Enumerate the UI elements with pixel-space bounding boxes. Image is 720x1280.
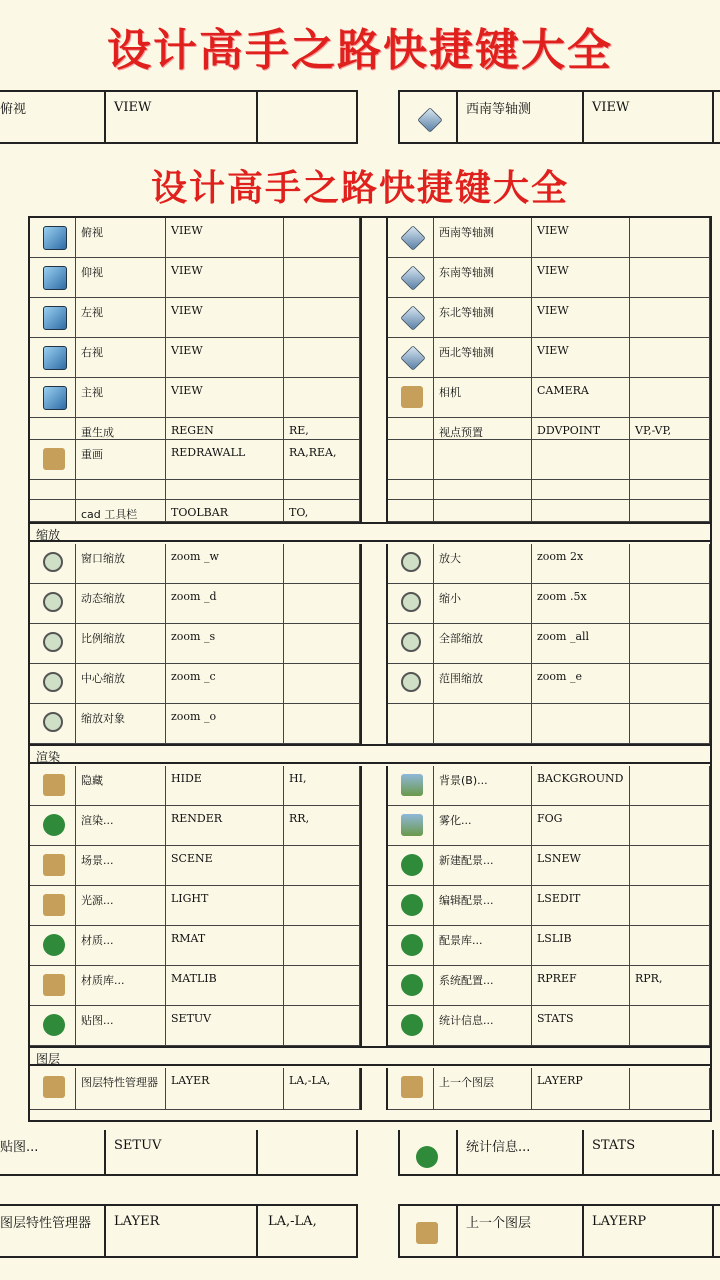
bottom-right-name: 上一个图层 bbox=[466, 1216, 532, 1231]
right-name-cell: 统计信息... bbox=[434, 1006, 532, 1046]
isometric-view-icon bbox=[400, 305, 425, 330]
right-icon-cell bbox=[388, 544, 434, 584]
left-name-cell: 仰视 bbox=[76, 258, 166, 298]
left-alias-cell bbox=[284, 846, 360, 886]
section-header: 缩放 bbox=[30, 522, 710, 542]
right-command-cell: zoom _e bbox=[532, 664, 630, 704]
right-icon-cell bbox=[388, 584, 434, 624]
right-icon-cell bbox=[388, 806, 434, 846]
left-icon-cell bbox=[30, 1006, 76, 1046]
left-alias-cell bbox=[284, 886, 360, 926]
bottom-band-left bbox=[0, 1130, 358, 1176]
right-command-cell: zoom 2x bbox=[532, 544, 630, 584]
left-name-cell: cad 工具栏 bbox=[76, 500, 166, 522]
zoom-magnifier-icon bbox=[401, 592, 421, 612]
bottom-band-right bbox=[398, 1130, 720, 1176]
left-alias-cell bbox=[284, 624, 360, 664]
right-command-cell bbox=[532, 440, 630, 480]
right-icon-cell bbox=[388, 418, 434, 440]
left-icon-cell bbox=[30, 926, 76, 966]
bottom-band-row bbox=[0, 1130, 720, 1186]
left-command-cell: RMAT bbox=[166, 926, 284, 966]
right-name-cell: 编辑配景... bbox=[434, 886, 532, 926]
tool-icon bbox=[43, 894, 65, 916]
page-title: 设计高手之路快捷键大全 bbox=[107, 25, 613, 76]
bottom-left-cmd: LAYER bbox=[114, 1214, 160, 1229]
left-alias-cell: LA,-LA, bbox=[284, 1068, 360, 1110]
tool-icon bbox=[43, 774, 65, 796]
left-alias-cell bbox=[284, 544, 360, 584]
right-icon-cell bbox=[388, 440, 434, 480]
left-command-cell: VIEW bbox=[166, 378, 284, 418]
table-row bbox=[30, 418, 710, 440]
right-icon-cell bbox=[388, 500, 434, 522]
bottom-left-alias: LA,-LA, bbox=[268, 1214, 317, 1229]
right-alias-cell bbox=[630, 480, 710, 500]
isometric-view-icon bbox=[400, 225, 425, 250]
right-command-cell: STATS bbox=[532, 1006, 630, 1046]
left-icon-cell bbox=[30, 966, 76, 1006]
left-name-cell: 材质库... bbox=[76, 966, 166, 1006]
left-name-cell: 比例缩放 bbox=[76, 624, 166, 664]
render-teapot-icon bbox=[43, 1014, 65, 1036]
left-name-cell: 隐藏 bbox=[76, 766, 166, 806]
right-command-cell: LSNEW bbox=[532, 846, 630, 886]
left-icon-cell bbox=[30, 544, 76, 584]
render-teapot-icon bbox=[401, 854, 423, 876]
right-command-cell: VIEW bbox=[532, 298, 630, 338]
right-alias-cell bbox=[630, 440, 710, 480]
cube-view-icon bbox=[43, 306, 67, 330]
right-alias-cell bbox=[630, 806, 710, 846]
left-command-cell: HIDE bbox=[166, 766, 284, 806]
right-name-cell: 东北等轴测 bbox=[434, 298, 532, 338]
table-row bbox=[30, 298, 710, 338]
table-row bbox=[30, 500, 710, 522]
right-name-cell: 上一个图层 bbox=[434, 1068, 532, 1110]
left-name-cell: 场景... bbox=[76, 846, 166, 886]
right-command-cell: LSEDIT bbox=[532, 886, 630, 926]
column-gap bbox=[360, 218, 388, 258]
isometric-view-icon bbox=[400, 345, 425, 370]
table-row bbox=[30, 664, 710, 704]
left-command-cell: zoom _s bbox=[166, 624, 284, 664]
right-command-cell: BACKGROUND bbox=[532, 766, 630, 806]
column-gap bbox=[360, 584, 388, 624]
left-name-cell: 材质... bbox=[76, 926, 166, 966]
left-icon-cell bbox=[30, 1068, 76, 1110]
column-gap bbox=[360, 664, 388, 704]
left-name-cell: 俯视 bbox=[76, 218, 166, 258]
left-alias-cell: RA,REA, bbox=[284, 440, 360, 480]
bottom-band-right bbox=[398, 1204, 720, 1258]
bottom-right-name: 统计信息... bbox=[466, 1140, 531, 1155]
cube-view-icon bbox=[43, 386, 67, 410]
right-command-cell: DDVPOINT bbox=[532, 418, 630, 440]
left-icon-cell bbox=[30, 500, 76, 522]
top-right-name: 西南等轴测 bbox=[466, 102, 532, 117]
left-command-cell: REDRAWALL bbox=[166, 440, 284, 480]
right-icon-cell bbox=[388, 378, 434, 418]
right-name-cell: 背景(B)... bbox=[434, 766, 532, 806]
right-icon-cell bbox=[388, 1006, 434, 1046]
left-command-cell: LIGHT bbox=[166, 886, 284, 926]
table-row bbox=[30, 1068, 710, 1110]
top-left-name: 俯视 bbox=[0, 102, 27, 117]
left-name-cell: 窗口缩放 bbox=[76, 544, 166, 584]
tool-icon bbox=[401, 1076, 423, 1098]
tool-icon bbox=[43, 974, 65, 996]
landscape-picture-icon bbox=[401, 814, 423, 836]
zoom-magnifier-icon bbox=[401, 632, 421, 652]
table-row bbox=[30, 926, 710, 966]
right-name-cell bbox=[434, 480, 532, 500]
left-command-cell: SCENE bbox=[166, 846, 284, 886]
right-alias-cell bbox=[630, 338, 710, 378]
isometric-view-icon bbox=[400, 265, 425, 290]
right-alias-cell: VP,-VP, bbox=[630, 418, 710, 440]
left-alias-cell: TO, bbox=[284, 500, 360, 522]
right-icon-cell bbox=[388, 926, 434, 966]
left-icon-cell bbox=[30, 440, 76, 480]
table-row bbox=[30, 378, 710, 418]
layer-icon bbox=[416, 1222, 438, 1244]
right-icon-cell bbox=[388, 966, 434, 1006]
left-name-cell: 缩放对象 bbox=[76, 704, 166, 744]
landscape-picture-icon bbox=[401, 774, 423, 796]
left-icon-cell bbox=[30, 584, 76, 624]
right-alias-cell bbox=[630, 766, 710, 806]
bottom-left-name: 贴图... bbox=[0, 1140, 39, 1155]
left-alias-cell bbox=[284, 966, 360, 1006]
right-icon-cell bbox=[388, 480, 434, 500]
right-alias-cell bbox=[630, 584, 710, 624]
right-name-cell: 视点预置 bbox=[434, 418, 532, 440]
right-name-cell: 缩小 bbox=[434, 584, 532, 624]
right-name-cell: 相机 bbox=[434, 378, 532, 418]
left-icon-cell bbox=[30, 704, 76, 744]
column-gap bbox=[360, 846, 388, 886]
left-name-cell: 中心缩放 bbox=[76, 664, 166, 704]
top-right-cmd: VIEW bbox=[592, 100, 630, 115]
table-row bbox=[30, 544, 710, 584]
right-icon-cell bbox=[388, 338, 434, 378]
column-gap bbox=[360, 440, 388, 480]
render-teapot-icon bbox=[401, 974, 423, 996]
right-name-cell: 全部缩放 bbox=[434, 624, 532, 664]
bottom-right-cmd: STATS bbox=[592, 1138, 636, 1153]
top-band-right bbox=[398, 90, 720, 144]
right-name-cell: 放大 bbox=[434, 544, 532, 584]
right-command-cell bbox=[532, 704, 630, 744]
tool-icon bbox=[43, 854, 65, 876]
right-icon-cell bbox=[388, 704, 434, 744]
table-row bbox=[30, 258, 710, 298]
table-row bbox=[30, 886, 710, 926]
table-row bbox=[30, 766, 710, 806]
left-command-cell: zoom _w bbox=[166, 544, 284, 584]
zoom-magnifier-icon bbox=[401, 672, 421, 692]
table-row bbox=[30, 624, 710, 664]
left-command-cell: RENDER bbox=[166, 806, 284, 846]
bottom-band-left bbox=[0, 1204, 358, 1258]
render-teapot-icon bbox=[401, 894, 423, 916]
column-gap bbox=[360, 704, 388, 744]
column-gap bbox=[360, 544, 388, 584]
right-icon-cell bbox=[388, 766, 434, 806]
left-icon-cell bbox=[30, 480, 76, 500]
right-icon-cell bbox=[388, 258, 434, 298]
column-gap bbox=[360, 418, 388, 440]
table-row bbox=[30, 846, 710, 886]
left-command-cell: SETUV bbox=[166, 1006, 284, 1046]
left-icon-cell bbox=[30, 298, 76, 338]
zoom-magnifier-icon bbox=[43, 632, 63, 652]
right-name-cell: 东南等轴测 bbox=[434, 258, 532, 298]
right-alias-cell: RPR, bbox=[630, 966, 710, 1006]
right-alias-cell bbox=[630, 500, 710, 522]
left-icon-cell bbox=[30, 806, 76, 846]
zoom-magnifier-icon bbox=[43, 592, 63, 612]
bottom-band-row bbox=[0, 1204, 720, 1260]
right-name-cell: 雾化... bbox=[434, 806, 532, 846]
right-command-cell bbox=[532, 480, 630, 500]
left-name-cell: 渲染... bbox=[76, 806, 166, 846]
left-command-cell: VIEW bbox=[166, 338, 284, 378]
right-alias-cell bbox=[630, 926, 710, 966]
right-name-cell bbox=[434, 500, 532, 522]
top-band-left bbox=[0, 90, 358, 144]
right-icon-cell bbox=[388, 298, 434, 338]
isometric-view-icon bbox=[417, 107, 442, 132]
column-gap bbox=[360, 624, 388, 664]
left-icon-cell bbox=[30, 258, 76, 298]
left-command-cell bbox=[166, 480, 284, 500]
left-icon-cell bbox=[30, 378, 76, 418]
table-row bbox=[30, 584, 710, 624]
left-alias-cell: RR, bbox=[284, 806, 360, 846]
right-command-cell bbox=[532, 500, 630, 522]
render-teapot-icon bbox=[401, 934, 423, 956]
column-gap bbox=[360, 378, 388, 418]
zoom-magnifier-icon bbox=[43, 712, 63, 732]
section-title: 设计高手之路快捷键大全 bbox=[150, 167, 569, 209]
column-gap bbox=[360, 886, 388, 926]
tool-icon bbox=[401, 386, 423, 408]
section-header: 图层 bbox=[30, 1046, 710, 1066]
right-alias-cell bbox=[630, 378, 710, 418]
zoom-magnifier-icon bbox=[43, 552, 63, 572]
right-icon-cell bbox=[388, 846, 434, 886]
column-gap bbox=[360, 766, 388, 806]
left-name-cell bbox=[76, 480, 166, 500]
left-alias-cell bbox=[284, 584, 360, 624]
right-icon-cell bbox=[388, 624, 434, 664]
left-name-cell: 主视 bbox=[76, 378, 166, 418]
right-command-cell: VIEW bbox=[532, 218, 630, 258]
left-name-cell: 左视 bbox=[76, 298, 166, 338]
table-row bbox=[30, 480, 710, 500]
render-teapot-icon bbox=[401, 1014, 423, 1036]
table-row bbox=[30, 966, 710, 1006]
right-icon-cell bbox=[388, 886, 434, 926]
left-name-cell: 图层特性管理器 bbox=[76, 1068, 166, 1110]
column-gap bbox=[360, 338, 388, 378]
left-alias-cell bbox=[284, 338, 360, 378]
right-command-cell: zoom .5x bbox=[532, 584, 630, 624]
table-row bbox=[30, 1006, 710, 1046]
left-command-cell: zoom _d bbox=[166, 584, 284, 624]
right-alias-cell bbox=[630, 664, 710, 704]
bottom-left-name: 图层特性管理器 bbox=[0, 1216, 92, 1231]
left-name-cell: 重生成 bbox=[76, 418, 166, 440]
render-teapot-icon bbox=[43, 814, 65, 836]
left-alias-cell: RE, bbox=[284, 418, 360, 440]
left-icon-cell bbox=[30, 218, 76, 258]
table-row bbox=[30, 440, 710, 480]
table-row bbox=[30, 806, 710, 846]
right-command-cell: RPREF bbox=[532, 966, 630, 1006]
tool-icon bbox=[43, 448, 65, 470]
left-alias-cell bbox=[284, 258, 360, 298]
right-name-cell: 范围缩放 bbox=[434, 664, 532, 704]
bottom-left-cmd: SETUV bbox=[114, 1138, 162, 1153]
right-icon-cell bbox=[388, 664, 434, 704]
section-header: 渲染 bbox=[30, 744, 710, 764]
right-name-cell: 系统配置... bbox=[434, 966, 532, 1006]
zoom-magnifier-icon bbox=[43, 672, 63, 692]
left-alias-cell bbox=[284, 1006, 360, 1046]
table-row bbox=[30, 338, 710, 378]
left-alias-cell bbox=[284, 480, 360, 500]
left-alias-cell bbox=[284, 926, 360, 966]
column-gap bbox=[360, 500, 388, 522]
right-alias-cell bbox=[630, 544, 710, 584]
right-alias-cell bbox=[630, 1006, 710, 1046]
table-row bbox=[30, 704, 710, 744]
right-name-cell: 配景库... bbox=[434, 926, 532, 966]
render-teapot-icon bbox=[43, 934, 65, 956]
right-command-cell: CAMERA bbox=[532, 378, 630, 418]
right-command-cell: VIEW bbox=[532, 258, 630, 298]
right-name-cell bbox=[434, 704, 532, 744]
column-gap bbox=[360, 298, 388, 338]
right-alias-cell bbox=[630, 704, 710, 744]
right-icon-cell bbox=[388, 218, 434, 258]
top-band bbox=[0, 90, 720, 146]
top-left-cmd: VIEW bbox=[114, 100, 152, 115]
tool-icon bbox=[43, 1076, 65, 1098]
left-alias-cell bbox=[284, 704, 360, 744]
left-alias-cell bbox=[284, 664, 360, 704]
column-gap bbox=[360, 258, 388, 298]
left-icon-cell bbox=[30, 766, 76, 806]
zoom-magnifier-icon bbox=[401, 552, 421, 572]
right-command-cell: VIEW bbox=[532, 338, 630, 378]
left-command-cell: LAYER bbox=[166, 1068, 284, 1110]
left-alias-cell bbox=[284, 218, 360, 258]
left-command-cell: REGEN bbox=[166, 418, 284, 440]
left-command-cell: zoom _o bbox=[166, 704, 284, 744]
right-command-cell: LSLIB bbox=[532, 926, 630, 966]
left-command-cell: zoom _c bbox=[166, 664, 284, 704]
right-command-cell: LAYERP bbox=[532, 1068, 630, 1110]
right-name-cell: 西南等轴测 bbox=[434, 218, 532, 258]
left-icon-cell bbox=[30, 886, 76, 926]
cube-view-icon bbox=[43, 226, 67, 250]
right-alias-cell bbox=[630, 886, 710, 926]
column-gap bbox=[360, 926, 388, 966]
left-icon-cell bbox=[30, 338, 76, 378]
right-command-cell: zoom _all bbox=[532, 624, 630, 664]
left-command-cell: VIEW bbox=[166, 298, 284, 338]
left-alias-cell bbox=[284, 298, 360, 338]
bottom-right-cmd: LAYERP bbox=[592, 1214, 647, 1229]
left-command-cell: VIEW bbox=[166, 258, 284, 298]
statistics-icon bbox=[416, 1146, 438, 1168]
column-gap bbox=[360, 1068, 388, 1110]
right-alias-cell bbox=[630, 624, 710, 664]
column-gap bbox=[360, 966, 388, 1006]
left-name-cell: 光源... bbox=[76, 886, 166, 926]
cube-view-icon bbox=[43, 266, 67, 290]
left-icon-cell bbox=[30, 418, 76, 440]
left-icon-cell bbox=[30, 624, 76, 664]
right-name-cell bbox=[434, 440, 532, 480]
column-gap bbox=[360, 480, 388, 500]
right-alias-cell bbox=[630, 846, 710, 886]
right-alias-cell bbox=[630, 218, 710, 258]
table-row bbox=[30, 218, 710, 258]
right-icon-cell bbox=[388, 1068, 434, 1110]
right-name-cell: 西北等轴测 bbox=[434, 338, 532, 378]
cube-view-icon bbox=[43, 346, 67, 370]
right-name-cell: 新建配景... bbox=[434, 846, 532, 886]
left-alias-cell: HI, bbox=[284, 766, 360, 806]
right-alias-cell bbox=[630, 298, 710, 338]
column-gap bbox=[360, 1006, 388, 1046]
column-gap bbox=[360, 806, 388, 846]
left-name-cell: 贴图... bbox=[76, 1006, 166, 1046]
left-alias-cell bbox=[284, 378, 360, 418]
right-alias-cell bbox=[630, 258, 710, 298]
left-icon-cell bbox=[30, 664, 76, 704]
left-icon-cell bbox=[30, 846, 76, 886]
left-name-cell: 动态缩放 bbox=[76, 584, 166, 624]
left-name-cell: 右视 bbox=[76, 338, 166, 378]
left-command-cell: TOOLBAR bbox=[166, 500, 284, 522]
left-name-cell: 重画 bbox=[76, 440, 166, 480]
left-command-cell: MATLIB bbox=[166, 966, 284, 1006]
right-alias-cell bbox=[630, 1068, 710, 1110]
shortcut-table bbox=[28, 216, 712, 1122]
left-command-cell: VIEW bbox=[166, 218, 284, 258]
right-command-cell: FOG bbox=[532, 806, 630, 846]
